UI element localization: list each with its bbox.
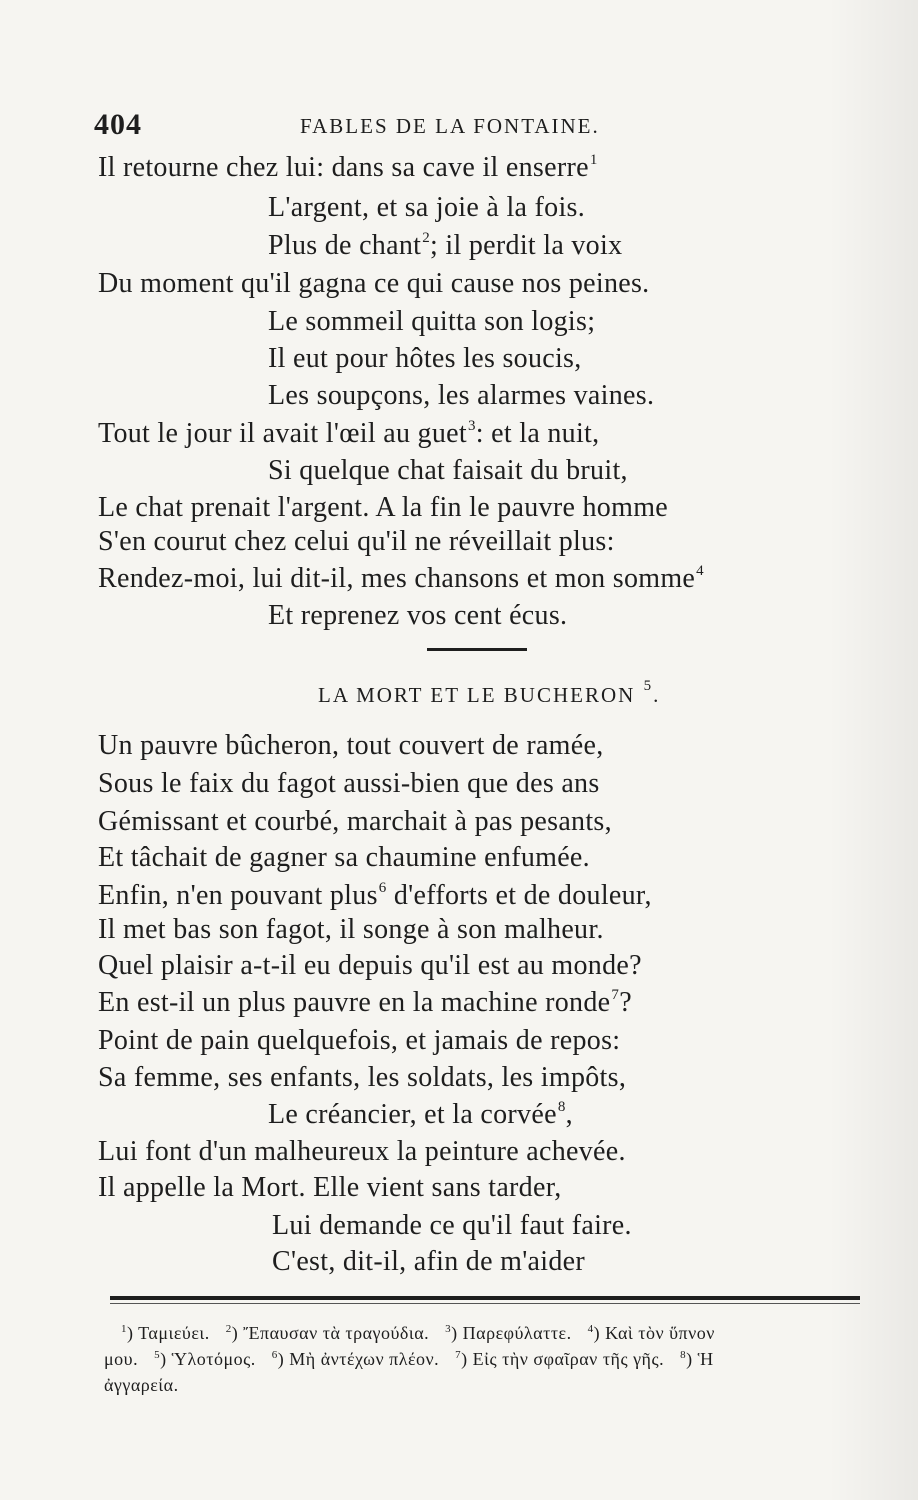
verse-line: Plus de chant$^2$; il perdit la voix — [268, 230, 623, 261]
verse-line: Lui demande ce qu'il faut faire. — [272, 1210, 632, 1241]
verse-line: Quel plaisir a-t-il eu depuis qu'il est au monde? — [98, 950, 642, 981]
running-title: FABLES DE LA FONTAINE. — [300, 114, 600, 138]
footnote-line: ἀγγαρεία. — [104, 1375, 179, 1395]
verse-line: Sa femme, ses enfants, les soldats, les impôts, — [98, 1062, 627, 1093]
verse-line: L'argent, et sa joie à la fois. — [268, 192, 586, 223]
verse-line: S'en courut chez celui qu'il ne réveillait plus: — [98, 526, 615, 557]
verse-line: Il met bas son fagot, il songe à son malheur. — [98, 914, 604, 945]
verse-line: Un pauvre bûcheron, tout couvert de ramée, — [98, 730, 604, 761]
footnote-rule-thin — [110, 1303, 860, 1304]
verse-line: Sous le faix du fagot aussi-bien que des ans — [98, 768, 600, 799]
page-shadow — [828, 0, 918, 1500]
verse-line: Il appelle la Mort. Elle vient sans tarder, — [98, 1172, 562, 1203]
fable-title: LA MORT ET LE BUCHERON $^5$. — [318, 678, 661, 707]
verse-line: Il retourne chez lui: dans sa cave il enserre$^1$ — [98, 152, 598, 183]
verse-line: Rendez-moi, lui dit-il, mes chansons et mon somme$^4$ — [98, 563, 704, 594]
verse-line: Si quelque chat faisait du bruit, — [268, 455, 628, 486]
verse-line: Lui font d'un malheureux la peinture achevée. — [98, 1136, 626, 1167]
verse-line: Le chat prenait l'argent. A la fin le pauvre homme — [98, 492, 668, 523]
verse-line: Il eut pour hôtes les soucis, — [268, 343, 582, 374]
footnote-line: $^1$) Ταμιεύει. $^2$) Ἔπαυσαν τὰ τραγούδια. $^3$) Παρεφύλαττε. $^4$) Καὶ τὸν ὕπνον — [121, 1323, 715, 1343]
page-number: 404 — [94, 108, 142, 141]
verse-line: Et tâchait de gagner sa chaumine enfumée. — [98, 842, 590, 873]
section-divider — [427, 648, 527, 651]
verse-line: Le sommeil quitta son logis; — [268, 306, 596, 337]
verse-line: Gémissant et courbé, marchait à pas pesants, — [98, 806, 612, 837]
verse-line: Et reprenez vos cent écus. — [268, 600, 568, 631]
verse-line: En est-il un plus pauvre en la machine ronde$^7$? — [98, 987, 632, 1018]
verse-line: Du moment qu'il gagna ce qui cause nos peines. — [98, 268, 650, 299]
verse-line: Tout le jour il avait l'œil au guet$^3$: et la nuit, — [98, 418, 600, 449]
footnote-line: μου. $^5$) Ὑλοτόμος. $^6$) Μὴ ἀντέχων πλέον. $^7$) Εἰς τὴν σφαῖραν τῆς γῆς. $^8$) Ἡ — [104, 1349, 714, 1369]
verse-line: Les soupçons, les alarmes vaines. — [268, 380, 655, 411]
verse-line: Point de pain quelquefois, et jamais de repos: — [98, 1025, 621, 1056]
verse-line: Le créancier, et la corvée$^8$, — [268, 1099, 573, 1130]
verse-line: Enfin, n'en pouvant plus$^6$ d'efforts et de douleur, — [98, 880, 652, 911]
verse-line: C'est, dit-il, afin de m'aider — [272, 1246, 586, 1277]
footnote-rule — [110, 1296, 860, 1300]
